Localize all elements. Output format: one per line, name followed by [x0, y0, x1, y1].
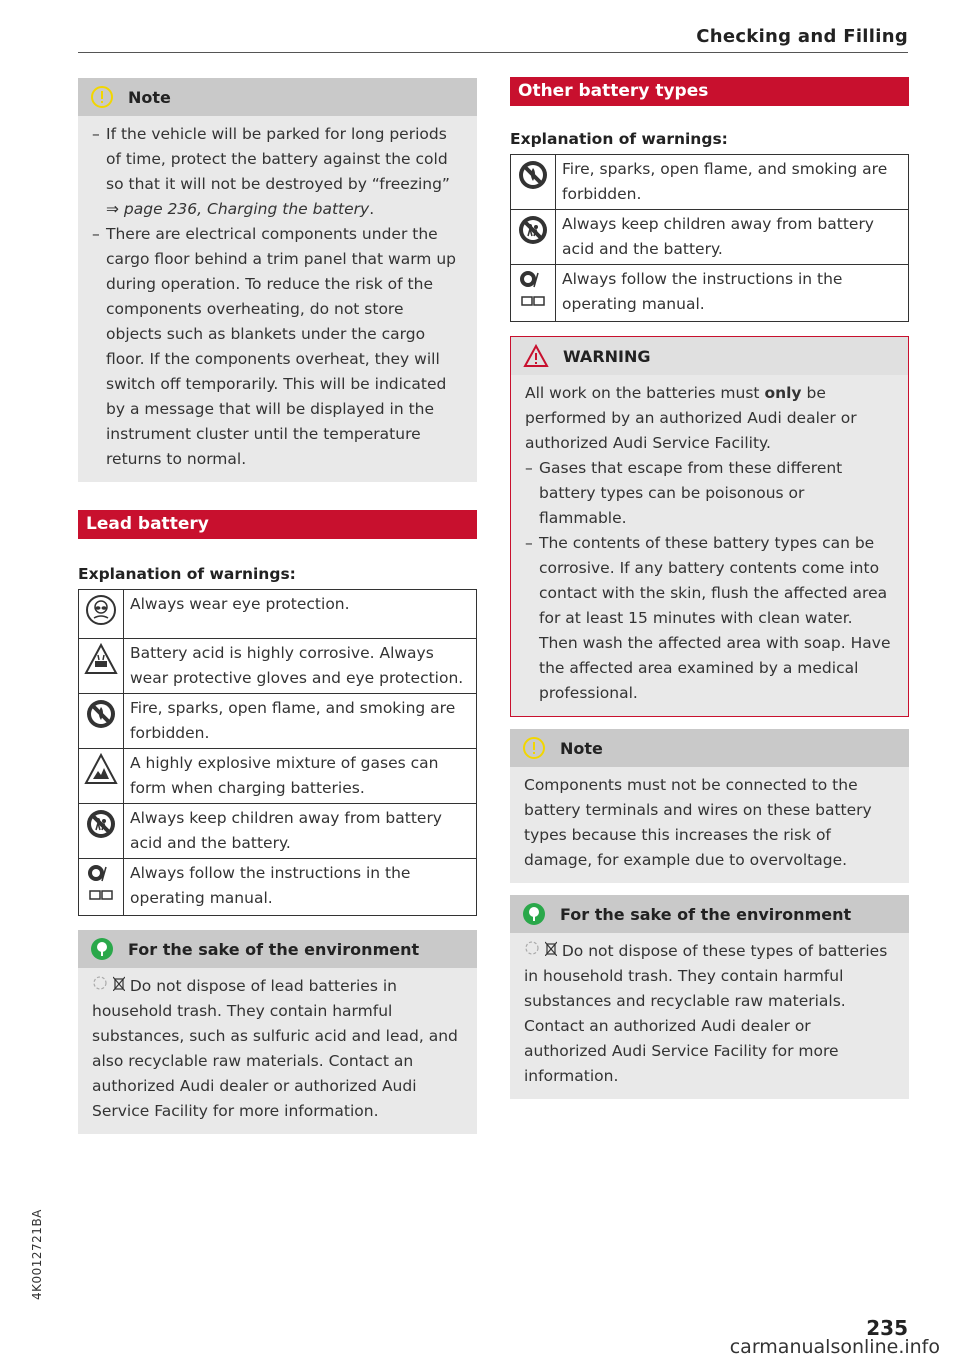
recycle-icon	[524, 939, 540, 964]
watermark: carmanualsonline.info	[729, 1336, 940, 1358]
table-row: Fire, sparks, open flame, and smoking are forbidden.	[511, 155, 909, 210]
page-number: 235	[866, 1316, 908, 1340]
warning-box	[510, 336, 909, 717]
manual-icon	[518, 295, 548, 313]
environment-text: Do not dispose of lead batteries in household trash. They contain harmful substances, such as sulfuric acid and lead, and also recyclable raw materials. Contact an authorized Audi dealer or authorized Audi Service Facility for more information.	[92, 977, 458, 1120]
note-text: Components must not be connected to the battery terminals and wires on these battery types because this increases the risk of damage, for example due to overvoltage.	[524, 776, 872, 869]
table-row: Always keep children away from battery acid and the battery.	[79, 804, 477, 859]
environment-icon	[522, 902, 546, 926]
note-title: Note	[560, 738, 603, 758]
table-row: Always follow the instructions in the operating manual.	[79, 859, 477, 916]
section-title-other-battery-types: Other battery types	[510, 77, 909, 106]
section-title-lead-battery: Lead battery	[78, 510, 477, 539]
list-item: – Gases that escape from these different battery types can be poisonous or flammable.	[525, 456, 894, 531]
table-row: Always follow the instructions in the operating manual.	[511, 265, 909, 322]
environment-text: Do not dispose of these types of batteries in household trash. They contain harmful substances and recyclable raw materials. Contact an authorized Audi dealer or authorized Audi Service Facility for more information.	[524, 942, 888, 1085]
section-subtitle: Explanation of warnings:	[78, 565, 296, 583]
list-item: – There are electrical components under the cargo floor behind a trim panel that warm up during operation. To reduce the risk of the components overheating, do not store objects such as blankets under the cargo floor. If the components overheat, they will switch off temporarily. This will be indicated by a message that will be displayed in the instrument cluster until the temperature returns to normal.	[92, 222, 463, 472]
header-divider	[78, 52, 908, 53]
document-code: 4K0012721BA	[30, 1209, 44, 1300]
no-fire-icon	[85, 716, 117, 734]
environment-icon	[90, 937, 114, 961]
keep-children-away-icon	[85, 826, 117, 844]
lead-warnings-table	[78, 589, 477, 916]
warning-intro: All work on the batteries must only be performed by an authorized Audi dealer or authorized Audi Service Facility.	[525, 384, 857, 452]
note-icon	[90, 85, 114, 109]
table-row: Always wear eye protection.	[79, 590, 477, 639]
eye-protection-icon	[85, 612, 117, 630]
note-icon	[522, 736, 546, 760]
explosive-icon	[84, 771, 118, 789]
warning-list	[525, 456, 894, 706]
no-fire-icon	[517, 177, 549, 195]
page-header-title: Checking and Filling	[696, 26, 908, 47]
note-title: Note	[128, 87, 171, 107]
crossed-bin-icon	[545, 939, 557, 964]
note-box	[78, 78, 477, 482]
keep-children-away-icon	[517, 232, 549, 250]
manual-icon	[86, 889, 116, 907]
page-reference-link[interactable]: ⇒ page 236, Charging the battery	[106, 200, 370, 218]
note-list	[92, 122, 463, 472]
note-header	[510, 729, 909, 767]
corrosive-icon	[84, 661, 118, 679]
table-row: Battery acid is highly corrosive. Always wear protective gloves and eye protection.	[79, 639, 477, 694]
environment-box	[510, 895, 909, 1099]
crossed-bin-icon	[113, 974, 125, 999]
environment-title: For the sake of the environment	[128, 939, 420, 959]
warning-header	[511, 337, 908, 375]
other-warnings-table	[510, 154, 909, 322]
table-row: Always keep children away from battery acid and the battery.	[511, 210, 909, 265]
table-row: A highly explosive mixture of gases can form when charging batteries.	[79, 749, 477, 804]
environment-box	[78, 930, 477, 1134]
environment-header	[510, 895, 909, 933]
list-item: – The contents of these battery types can be corrosive. If any battery contents come into contact with the skin, flush the affected area for at least 15 minutes with clean water. Then wash the affected area with soap. Have the affected area examined by a medical professional.	[525, 531, 894, 706]
environment-title: For the sake of the environment	[560, 904, 852, 924]
section-subtitle: Explanation of warnings:	[510, 130, 728, 148]
warning-title: WARNING	[563, 346, 651, 366]
warning-triangle-icon	[523, 344, 549, 368]
right-column	[510, 77, 909, 1127]
environment-header	[78, 930, 477, 968]
recycle-icon	[92, 974, 108, 999]
left-column	[78, 78, 477, 1162]
table-row: Fire, sparks, open flame, and smoking are forbidden.	[79, 694, 477, 749]
list-item: – If the vehicle will be parked for long periods of time, protect the battery against the cold so that it will not be destroyed by “freezing” ⇒ page 236, Charging the battery.	[92, 122, 463, 222]
note-header	[78, 78, 477, 116]
note-box	[510, 729, 909, 883]
